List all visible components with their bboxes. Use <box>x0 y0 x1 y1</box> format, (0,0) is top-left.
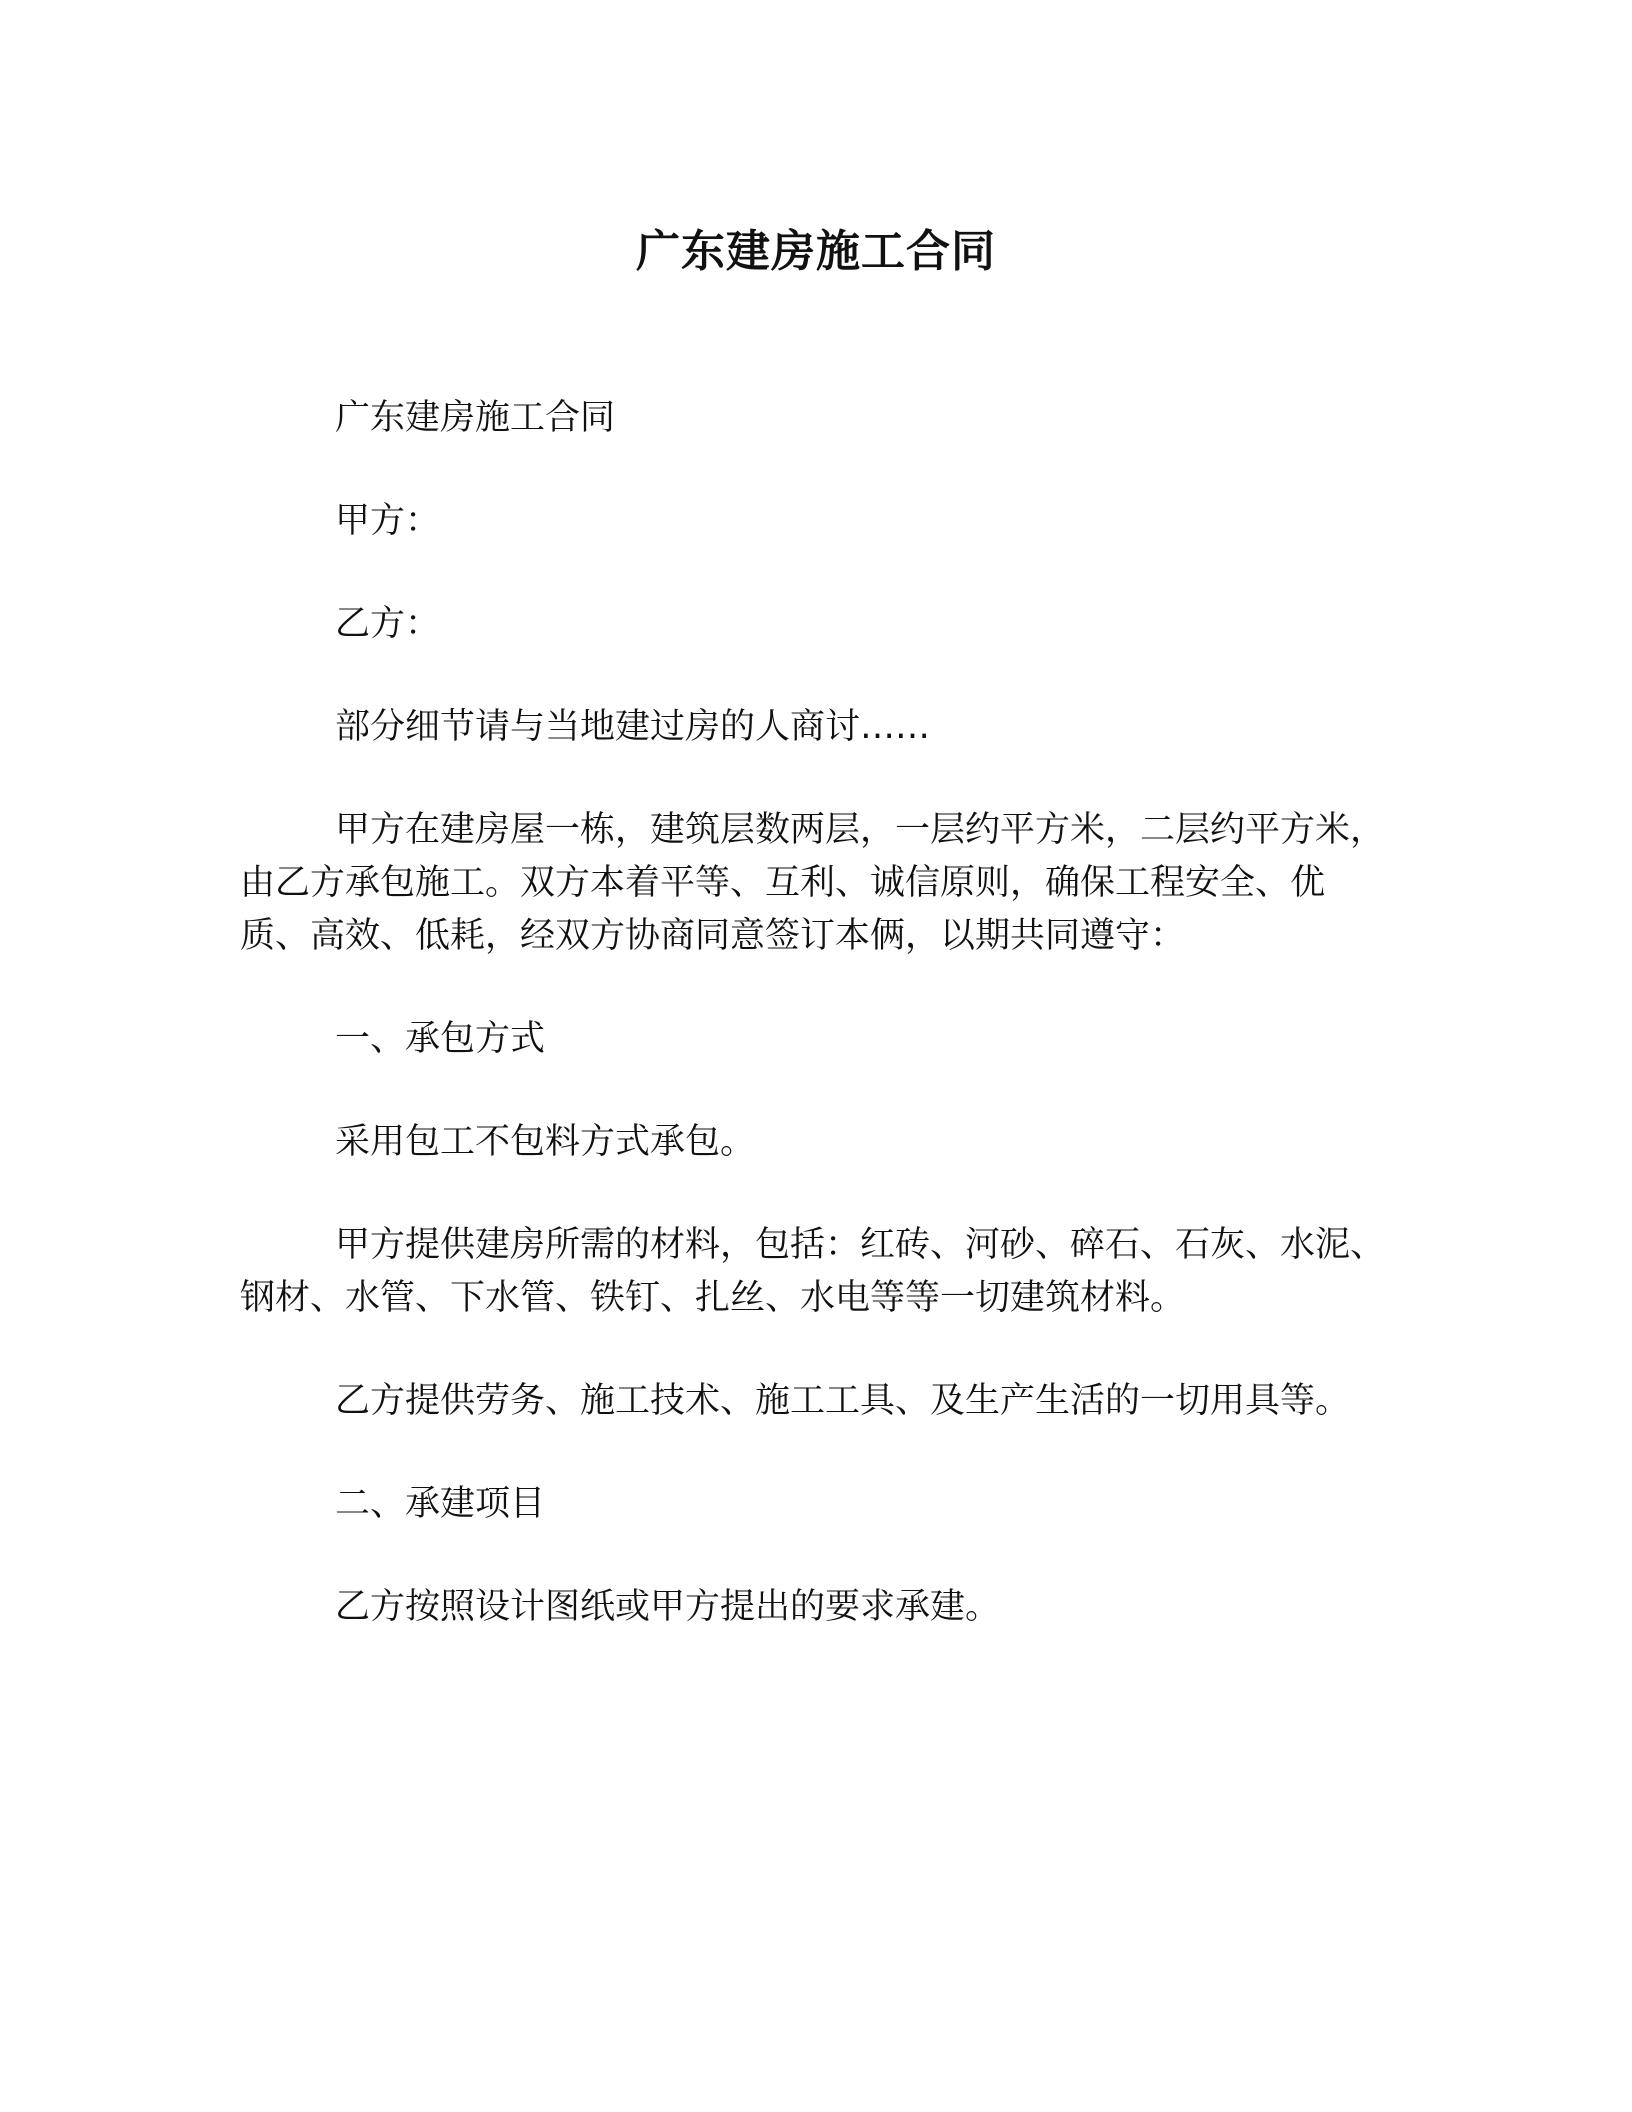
paragraph-contract-mode: 采用包工不包料方式承包。 <box>335 1122 756 1162</box>
paragraph-heading: 广东建房施工合同 <box>335 398 616 438</box>
document-title: 广东建房施工合同 <box>636 226 996 277</box>
document-body <box>240 392 1392 1684</box>
paragraph-party-b: 乙方： <box>335 604 441 644</box>
paragraph-labor: 乙方提供劳务、施工技术、施工工具、及生产生活的一切用具等。 <box>335 1381 1351 1421</box>
paragraph-materials: 甲方提供建房所需的材料，包括：红砖、河砂、碎石、石灰、水泥、钢材、水管、下水管、铁钉、扎丝、水电等等一切建筑材料。 <box>240 1225 1386 1318</box>
paragraph-intro: 甲方在建房屋一栋，建筑层数两层，一层约平方米，二层约平方米，由乙方承包施工。双方本着平等、互利、诚信原则，确保工程安全、优质、高效、低耗，经双方协商同意签订本俩，以期共同遵守： <box>240 810 1386 956</box>
section-2-heading: 二、承建项目 <box>335 1484 546 1524</box>
section-1-heading: 一、承包方式 <box>335 1019 546 1059</box>
paragraph-note: 部分细节请与当地建过房的人商讨…… <box>335 707 931 747</box>
paragraph-requirements: 乙方按照设计图纸或甲方提出的要求承建。 <box>335 1587 1001 1627</box>
paragraph-party-a: 甲方： <box>335 501 441 541</box>
